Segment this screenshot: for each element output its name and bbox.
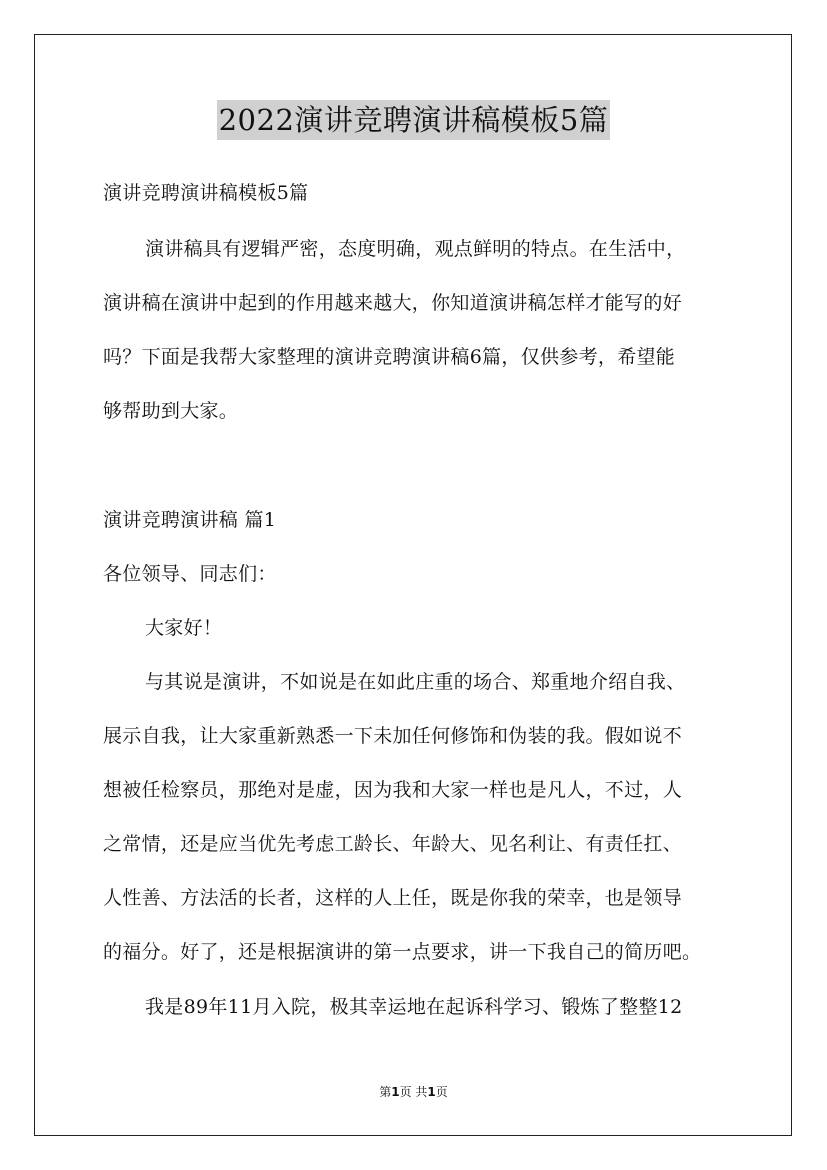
body-line-1: 与其说是演讲，不如说是在如此庄重的场合、郑重地介绍自我、	[145, 671, 686, 693]
footer-prefix: 第	[379, 1085, 392, 1099]
body-line-6: 的福分。好了，还是根据演讲的第一点要求，讲一下我自己的简历吧。	[103, 941, 702, 963]
intro-line-2: 演讲稿在演讲中起到的作用越来越大，你知道演讲稿怎样才能写的好	[103, 292, 683, 314]
salutation: 各位领导、同志们：	[103, 563, 277, 585]
footer-current-page: 1	[391, 1085, 400, 1099]
intro-line-4: 够帮助到大家。	[103, 400, 239, 422]
footer-suffix: 页	[435, 1085, 448, 1099]
greeting: 大家好！	[145, 617, 223, 639]
intro-line-1: 演讲稿具有逻辑严密，态度明确，观点鲜明的特点。在生活中，	[145, 238, 686, 260]
footer-mid: 页 共	[399, 1085, 428, 1099]
document-title: 2022演讲竞聘演讲稿模板5篇	[217, 100, 611, 140]
body-line-2: 展示自我，让大家重新熟悉一下未加任何修饰和伪装的我。假如说不	[103, 725, 683, 747]
body-line-7: 我是89年11月入院，极其幸运地在起诉科学习、锻炼了整整12	[145, 996, 683, 1018]
section-heading: 演讲竞聘演讲稿 篇1	[103, 509, 277, 531]
body-line-4: 之常情，还是应当优先考虑工龄长、年龄大、见名利让、有责任扛、	[103, 833, 683, 855]
body-line-5: 人性善、方法活的长者，这样的人上任，既是你我的荣幸，也是领导	[103, 887, 683, 909]
intro-line-3: 吗？下面是我帮大家整理的演讲竞聘演讲稿6篇，仅供参考，希望能	[103, 346, 676, 368]
body-line-3: 想被任检察员，那绝对是虚，因为我和大家一样也是凡人，不过，人	[103, 779, 683, 801]
footer-total-pages: 1	[427, 1085, 436, 1099]
title-container	[0, 100, 827, 140]
document-subtitle: 演讲竞聘演讲稿模板5篇	[103, 182, 309, 204]
page-footer	[0, 1084, 827, 1100]
